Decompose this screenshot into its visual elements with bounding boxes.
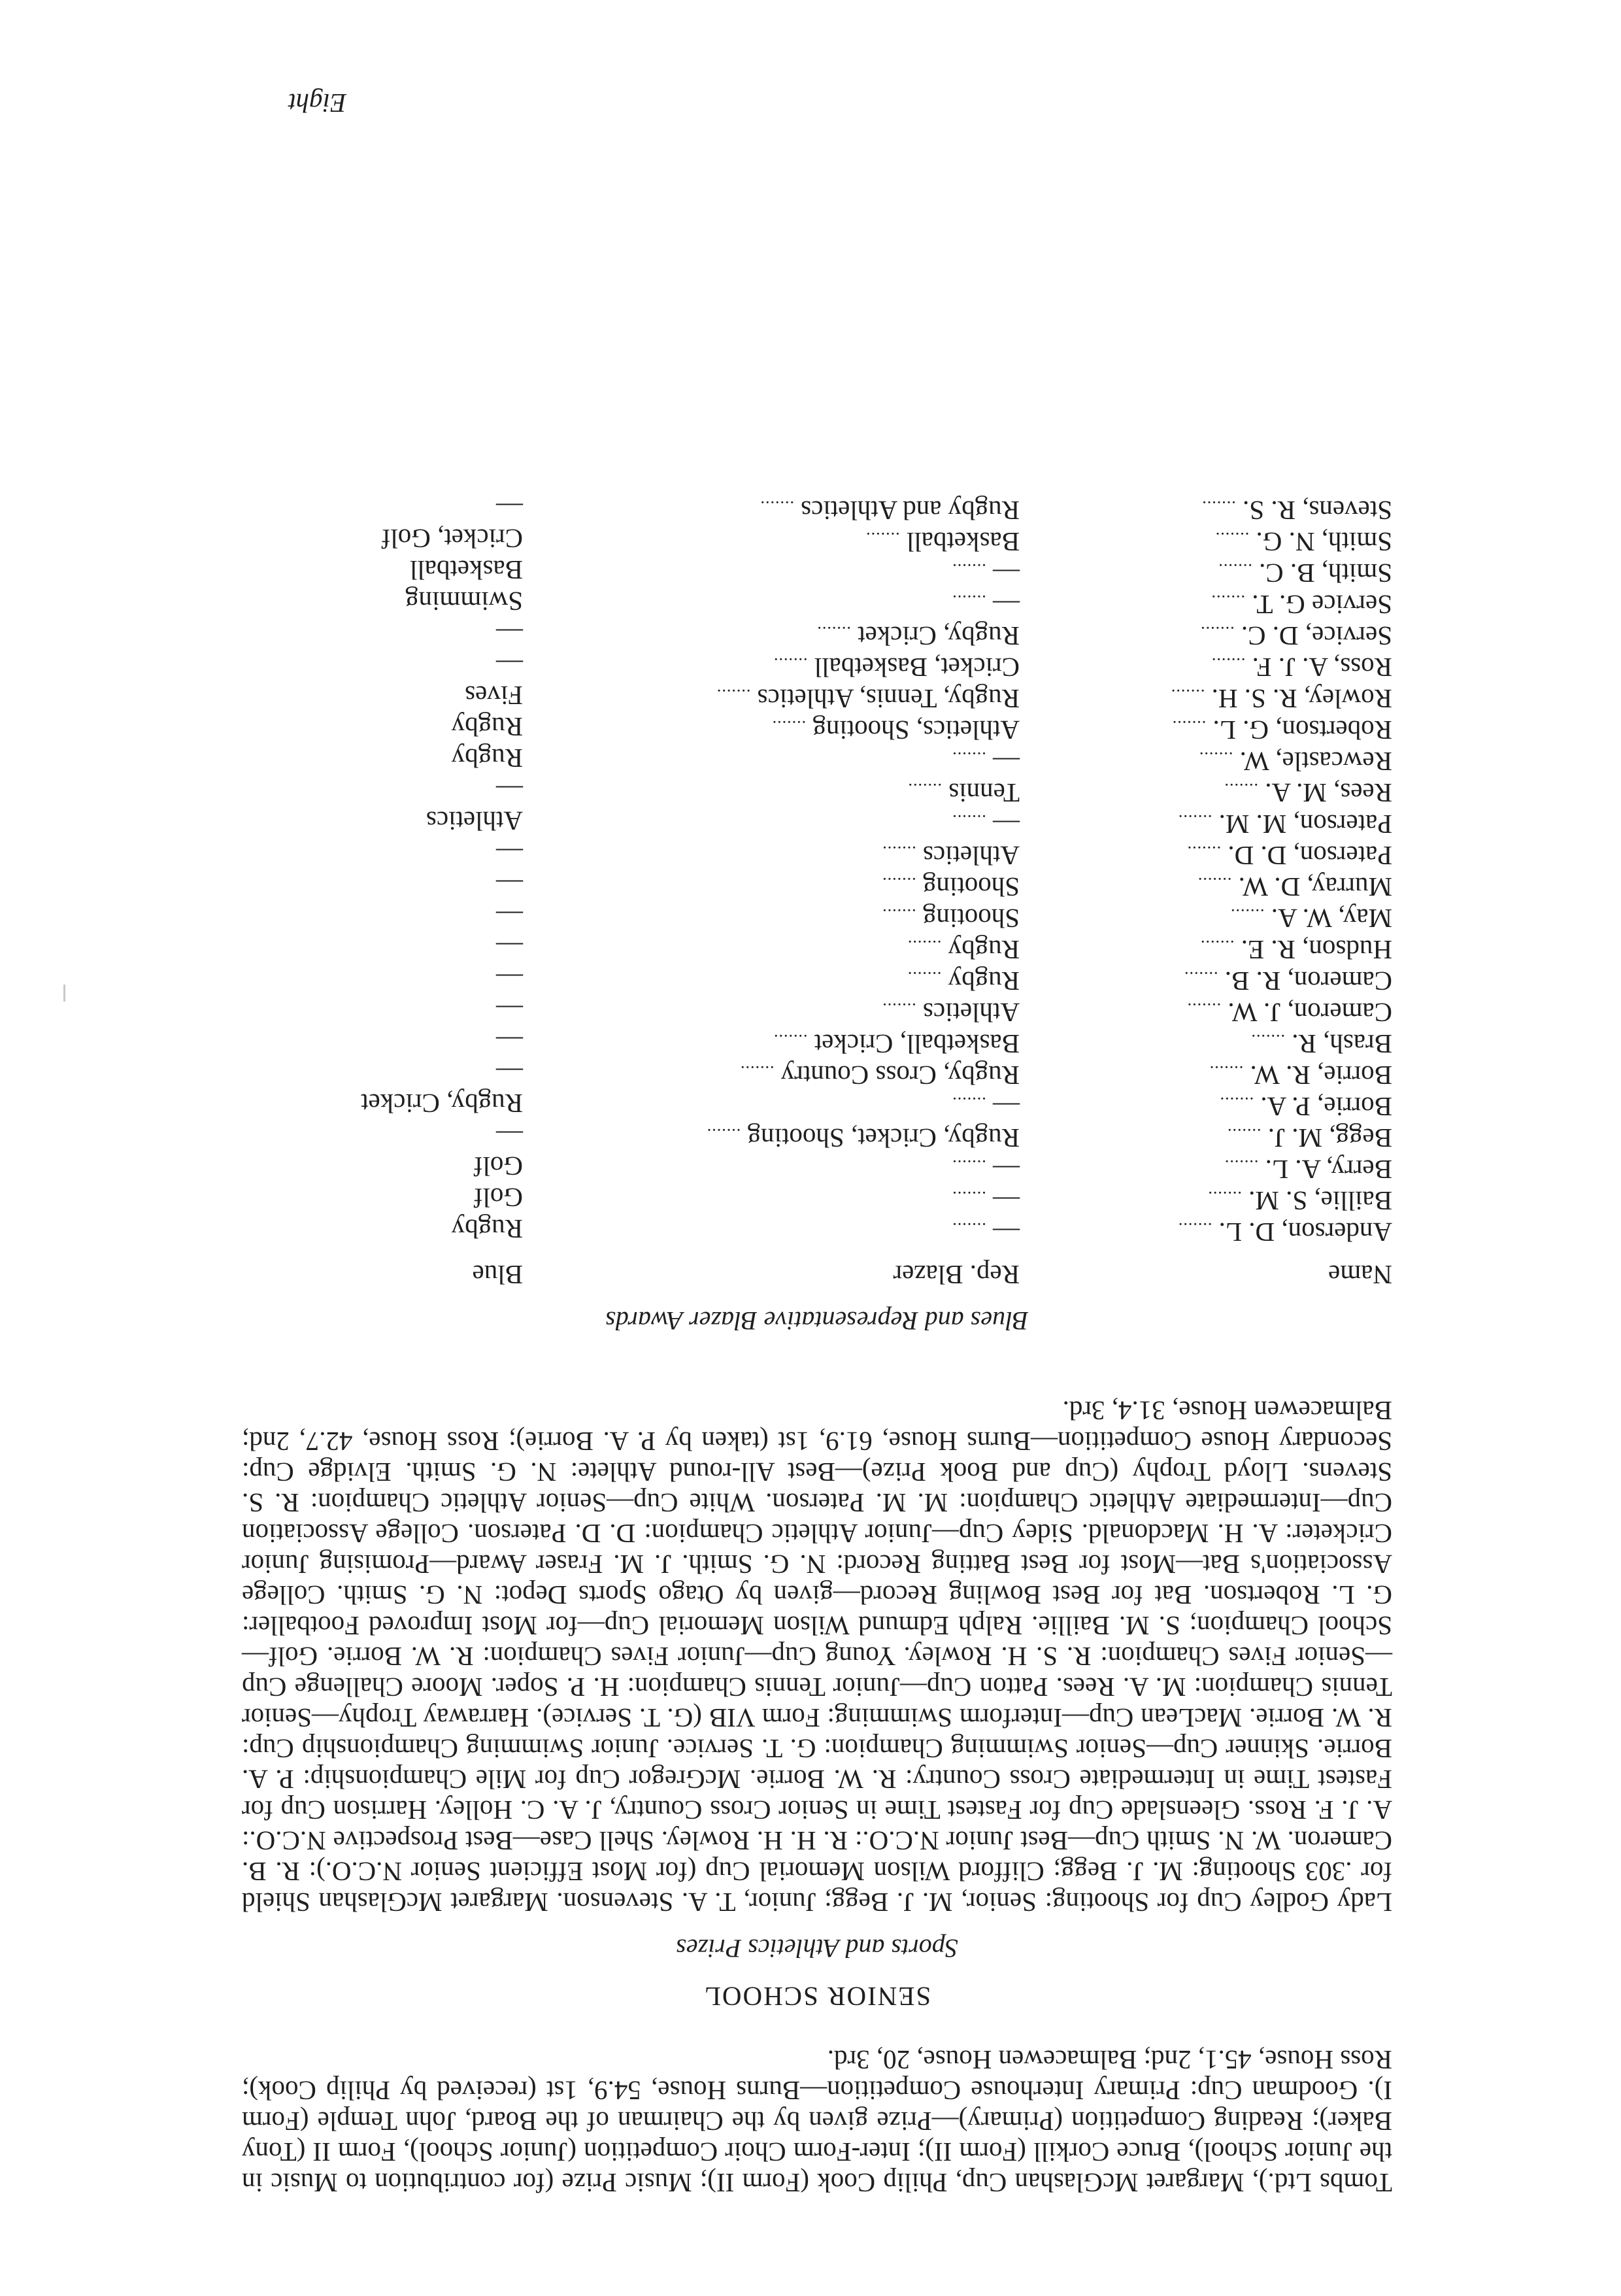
cell-rep [523,713,1020,744]
cell-rep-text: Rugby [948,966,1020,996]
cell-rep-text: Rugby, Cross Country [780,1060,1020,1090]
cell-rep-text: Athletics [922,841,1020,871]
cell-name [1020,964,1392,995]
cell-rep-text: Rugby, Tennis, Athletics [757,684,1020,714]
cell-name-text: Begg, M. J. [1267,1123,1392,1153]
leader-dots: ....... [716,686,751,705]
cell-rep-text: Tennis [948,778,1020,808]
cell-rep [523,1058,1020,1089]
leader-dots: ....... [1170,686,1205,705]
table-row [242,1058,1392,1089]
cell-blue [242,524,523,556]
cell-rep-text: — [993,590,1020,620]
cell-blue-text: Fives [465,681,523,711]
cell-rep [523,1089,1020,1121]
cell-rep-text: Rugby, Cricket, Shooting [747,1123,1020,1153]
cell-blue [242,1152,523,1183]
cell-blue-text: Swimming [405,586,523,616]
leader-dots: ....... [1184,968,1218,987]
cell-name [1020,1121,1392,1152]
leader-dots: ....... [1177,811,1212,830]
table-row [242,901,1392,932]
cell-rep-text: — [993,1092,1020,1122]
leader-dots: ....... [1201,498,1236,516]
cell-blue [242,1183,523,1215]
leader-dots: ....... [1250,1031,1285,1050]
cell-blue-text: — [496,837,523,868]
cell-name [1020,1058,1392,1089]
table-row [242,681,1392,713]
cell-rep [523,556,1020,587]
cell-rep-text: — [993,809,1020,839]
margin-mark [63,985,65,1002]
cell-blue [242,493,523,524]
cell-blue-text: — [496,963,523,993]
cell-blue-text: Rugby [451,743,523,773]
leader-dots: ....... [773,1031,808,1050]
cell-name [1020,995,1392,1026]
cell-name [1020,618,1392,650]
cell-rep [523,807,1020,838]
cell-name-text: Stevens, R. S. [1243,496,1392,526]
blazer-awards-table [242,493,1392,1290]
table-row [242,650,1392,681]
column-header-blue: Blue [472,1260,523,1290]
table-row [242,838,1392,869]
column-header-name: Name [1328,1260,1392,1290]
leader-dots: ....... [1177,1219,1212,1238]
junior-school-prizes-paragraph: Tombs Ltd.), Margaret McGlashan Cup, Philip Cook (Form II); Music Prize (for contribution to Music in the Junior School), Bruce Corkill (Form II); Inter-Form Choir Competition (Junior School), Form II (Tony Baker); Reading Competition (Primary)—Prize given by the Chairman of the Board, John Temple (Form I). Goodman Cup: Primary Interhouse Competition—Burns House, 54.9, 1st (received by Philip Cook); Ross House, 45.1, 2nd; Balmacewen House, 20, 3rd. [242,2045,1392,2198]
cell-blue [242,869,523,901]
blazer-awards-heading: Blues and Representative Blazer Awards [605,1306,1029,1336]
cell-name-text: Murray, D. W. [1238,872,1392,902]
cell-blue [242,775,523,807]
cell-blue-text: — [496,618,523,648]
cell-blue-text: — [496,932,523,962]
cell-blue [242,1058,523,1089]
cell-rep [523,869,1020,901]
cell-name [1020,1152,1392,1183]
cell-name [1020,869,1392,901]
cell-blue-text: — [496,1026,523,1056]
cell-name [1020,775,1392,807]
table-row [242,524,1392,556]
leader-dots: ....... [1224,780,1258,799]
cell-rep [523,964,1020,995]
cell-rep [523,775,1020,807]
leader-dots: ....... [706,1125,741,1144]
cell-rep [523,1121,1020,1152]
leader-dots: ....... [1186,843,1222,862]
leader-dots: ....... [1200,937,1235,956]
cell-blue-text: Cricket, Golf [381,524,523,554]
cell-name-text: Berry, A. L. [1265,1155,1392,1185]
cell-name [1020,932,1392,964]
leader-dots: ....... [952,1094,986,1113]
cell-blue-text: Golf [473,1151,523,1181]
leader-dots: ....... [907,968,942,987]
leader-dots: ....... [816,623,851,642]
leader-dots: ....... [952,1219,986,1238]
leader-dots: ....... [1200,623,1235,642]
cell-name [1020,650,1392,681]
sports-prizes-heading: Sports and Athletics Prizes [676,1934,958,1963]
cell-rep-text: Athletics, Shooting [812,715,1020,745]
cell-rep-text: Athletics [922,998,1020,1028]
cell-blue [242,1089,523,1121]
leader-dots: ....... [1211,592,1245,611]
cell-name-text: Rees, M. A. [1265,778,1392,808]
cell-rep [523,1215,1020,1246]
cell-blue-text: — [496,1120,523,1150]
cell-name-text: Brash, R. [1292,1029,1392,1059]
leader-dots: ....... [1214,529,1250,548]
cell-name [1020,744,1392,775]
cell-rep [523,744,1020,775]
table-row [242,1121,1392,1152]
leader-dots: ....... [1218,560,1252,579]
leader-dots: ....... [1186,1000,1222,1019]
cell-rep-text: Basketball [906,527,1020,557]
leader-dots: ....... [1229,905,1265,924]
leader-dots: ....... [865,529,900,548]
cell-name [1020,901,1392,932]
cell-name-text: Service, D. C. [1241,621,1392,651]
cell-blue-text: — [496,649,523,679]
leader-dots: ....... [952,560,986,579]
cell-name [1020,493,1392,524]
cell-blue-text: — [496,775,523,805]
cell-rep [523,838,1020,869]
cell-blue [242,838,523,869]
cell-blue-text: Athletics [426,806,523,836]
sports-prizes-paragraph: Lady Godley Cup for Shooting: Senior, M. J. Begg; Junior, T. A. Stevenson. Margaret McGlashan Shield for .303 Shooting: M. J. Begg; Clifford Wilson Memorial Cup (for Most Efficient Senior N.C.O.): R. B. Cameron. W. N. Smith Cup—Best Junior N.C.O.: R. H. H. Rowley. Shell Case—Best Prospective N.C.O.: A. J. F. Ross. Gleenslade Cup for Fastest Time in Senior Cross Country, J. A. C. Holley. Harrison Cup for Fastest Time in Intermediate Cross Country: R. W. Borrie. McGregor Cup for Mile Championship: P. A. Borrie. Skinner Cup—Senior Swimming Champion: G. T. Service. Junior Swimming Championship Cup: R. W. Borrie. MacLean Cup—Interform Swimming: Form VIB (G. T. Service). Harraway Trophy—Senior Tennis Champion: M. A. Rees. Patton Cup—Junior Tennis Champion: H. P. Soper. Moore Challenge Cup—Senior Fives Champion: R. S. H. Rowley. Young Cup—Junior Fives Champion: R. W. Borrie. Golf—School Champion; S. M. Baillie. Ralph Edmund Wilson Memorial Cup—for Most Improved Footballer: G. L. Robertson. Bat for Best Bowling Record—given by Otago Sports Depot: N. G. Smith. College Association's Bat—Most for Best Batting Record: N. G. Smith. J. M. Fraser Award—Promising Junior Cricketer: A. H. Macdonald. Sidey Cup—Junior Athletic Champion: D. D. Paterson. College Association Cup—Intermediate Athletic Champion: M. M. Paterson. White Cup—Senior Athletic Champion: R. S. Stevens. Lloyd Trophy (Cup and Book Prize)—Best All-round Athlete: N. G. Smith. Elvidge Cup: Secondary House Competition—Burns House, 61.9, 1st (taken by P. A. Borrie); Ross House, 42.7, 2nd; Balmacewen House, 31.4, 3rd. [242,1396,1392,1917]
cell-blue [242,1215,523,1246]
cell-blue-text: — [496,900,523,930]
cell-blue-text: — [496,1057,523,1087]
leader-dots: ....... [1219,1094,1254,1113]
cell-name-text: Paterson, D. D. [1228,841,1392,871]
leader-dots: ....... [882,905,916,924]
cell-name [1020,524,1392,556]
cell-blue-text: Rugby [451,1214,523,1244]
table-header-row [242,1246,1392,1290]
leader-dots: ....... [882,843,916,862]
cell-rep-text: Shooting [922,872,1020,902]
cell-blue [242,556,523,587]
cell-blue [242,713,523,744]
cell-name-text: Borrie, R. W. [1250,1060,1392,1090]
cell-rep [523,618,1020,650]
table-row [242,1183,1392,1215]
cell-blue-text: Golf [473,1183,523,1213]
leader-dots: ....... [1171,717,1207,736]
cell-name-text: Baillie, S. M. [1248,1186,1392,1216]
cell-name-text: Rowley, R. S. H. [1211,684,1392,714]
cell-name-text: Rewcastle, W. [1239,747,1392,777]
cell-name [1020,1183,1392,1215]
cell-rep-text: — [993,1217,1020,1247]
cell-rep-text: Shooting [922,903,1020,934]
cell-rep-text: — [993,747,1020,777]
leader-dots: ....... [952,811,986,830]
cell-blue-text: Basketball [409,555,523,585]
cell-rep-text: — [993,1186,1020,1216]
cell-blue [242,807,523,838]
cell-rep-text: Rugby and Athletics [801,496,1020,526]
cell-rep [523,587,1020,618]
cell-rep [523,524,1020,556]
cell-rep-text: Basketball, Cricket [814,1029,1020,1059]
cell-name-text: Ross, A. J. F. [1252,652,1392,683]
cell-blue [242,901,523,932]
cell-rep [523,1026,1020,1058]
table-row [242,587,1392,618]
cell-name-text: Anderson, D. L. [1218,1217,1392,1247]
table-row [242,807,1392,838]
leader-dots: ....... [882,874,916,893]
table-row [242,1152,1392,1183]
leader-dots: ....... [952,1156,986,1175]
cell-name [1020,556,1392,587]
leader-dots: ....... [1209,1062,1244,1081]
leader-dots: ....... [1198,749,1233,768]
cell-name-text: Cameron, R. B. [1224,966,1392,996]
table-row [242,713,1392,744]
cell-blue [242,618,523,650]
leader-dots: ....... [1227,1125,1262,1144]
cell-name-text: Paterson, M. M. [1218,809,1392,839]
cell-rep [523,650,1020,681]
cell-rep [523,995,1020,1026]
cell-rep-text: — [993,558,1020,588]
cell-name-text: Smith, B. C. [1259,558,1392,588]
cell-rep [523,1183,1020,1215]
cell-rep [523,681,1020,713]
page-number: Eight [288,88,346,118]
table-row [242,995,1392,1026]
cell-blue [242,587,523,618]
cell-blue [242,932,523,964]
table-row [242,1026,1392,1058]
table-row [242,556,1392,587]
cell-rep-text: Rugby [948,935,1020,965]
cell-name-text: Hudson, R. E. [1241,935,1392,965]
table-row [242,1215,1392,1246]
table-row [242,744,1392,775]
leader-dots: ....... [1224,1156,1259,1175]
leader-dots: ....... [882,1000,916,1019]
cell-name-text: Borrie, P. A. [1260,1092,1392,1122]
leader-dots: ....... [771,717,807,736]
cell-blue [242,995,523,1026]
cell-name-text: Robertson, G. L. [1212,715,1392,745]
cell-name [1020,838,1392,869]
leader-dots: ....... [773,654,808,673]
cell-name [1020,1089,1392,1121]
cell-blue-text: — [496,994,523,1024]
leader-dots: ....... [952,592,986,611]
cell-blue [242,1026,523,1058]
cell-blue [242,1121,523,1152]
cell-blue [242,681,523,713]
cell-rep [523,901,1020,932]
cell-name-text: Smith, N. G. [1256,527,1392,557]
cell-name [1020,681,1392,713]
cell-name-text: Cameron, J. W. [1228,998,1392,1028]
cell-name [1020,713,1392,744]
leader-dots: ....... [907,937,942,956]
cell-name [1020,807,1392,838]
cell-blue-text: — [496,869,523,899]
leader-dots: ....... [1197,874,1232,893]
cell-rep [523,1152,1020,1183]
awards-table-body [242,493,1392,1246]
leader-dots: ....... [1207,1188,1242,1207]
section-title: SENIOR SCHOOL [703,1982,931,2012]
cell-name-text: Service G. T. [1252,590,1392,620]
table-row [242,1089,1392,1121]
cell-blue [242,650,523,681]
cell-name [1020,1215,1392,1246]
cell-rep-text: Cricket, Basketball [814,652,1020,683]
cell-blue [242,964,523,995]
cell-rep-text: Rugby, Cricket [858,621,1020,651]
table-row [242,618,1392,650]
leader-dots: ....... [907,780,943,799]
leader-dots: ....... [1211,654,1246,673]
cell-rep [523,493,1020,524]
leader-dots: ....... [952,749,986,768]
cell-blue-text: Rugby, Cricket [361,1089,523,1119]
cell-name [1020,1026,1392,1058]
table-row [242,775,1392,807]
leader-dots: ....... [740,1062,775,1081]
page-content [242,493,1392,2198]
cell-name-text: May, W. A. [1271,903,1392,934]
leader-dots: ....... [760,498,794,516]
cell-rep-text: — [993,1155,1020,1185]
cell-blue-text: Rugby [451,712,523,742]
table-row [242,932,1392,964]
cell-blue [242,744,523,775]
cell-blue-text: — [496,492,523,522]
leader-dots: ....... [952,1188,986,1207]
cell-rep [523,932,1020,964]
table-row [242,869,1392,901]
table-row [242,493,1392,524]
cell-name [1020,587,1392,618]
table-row [242,964,1392,995]
column-header-rep: Rep. Blazer [893,1260,1020,1290]
